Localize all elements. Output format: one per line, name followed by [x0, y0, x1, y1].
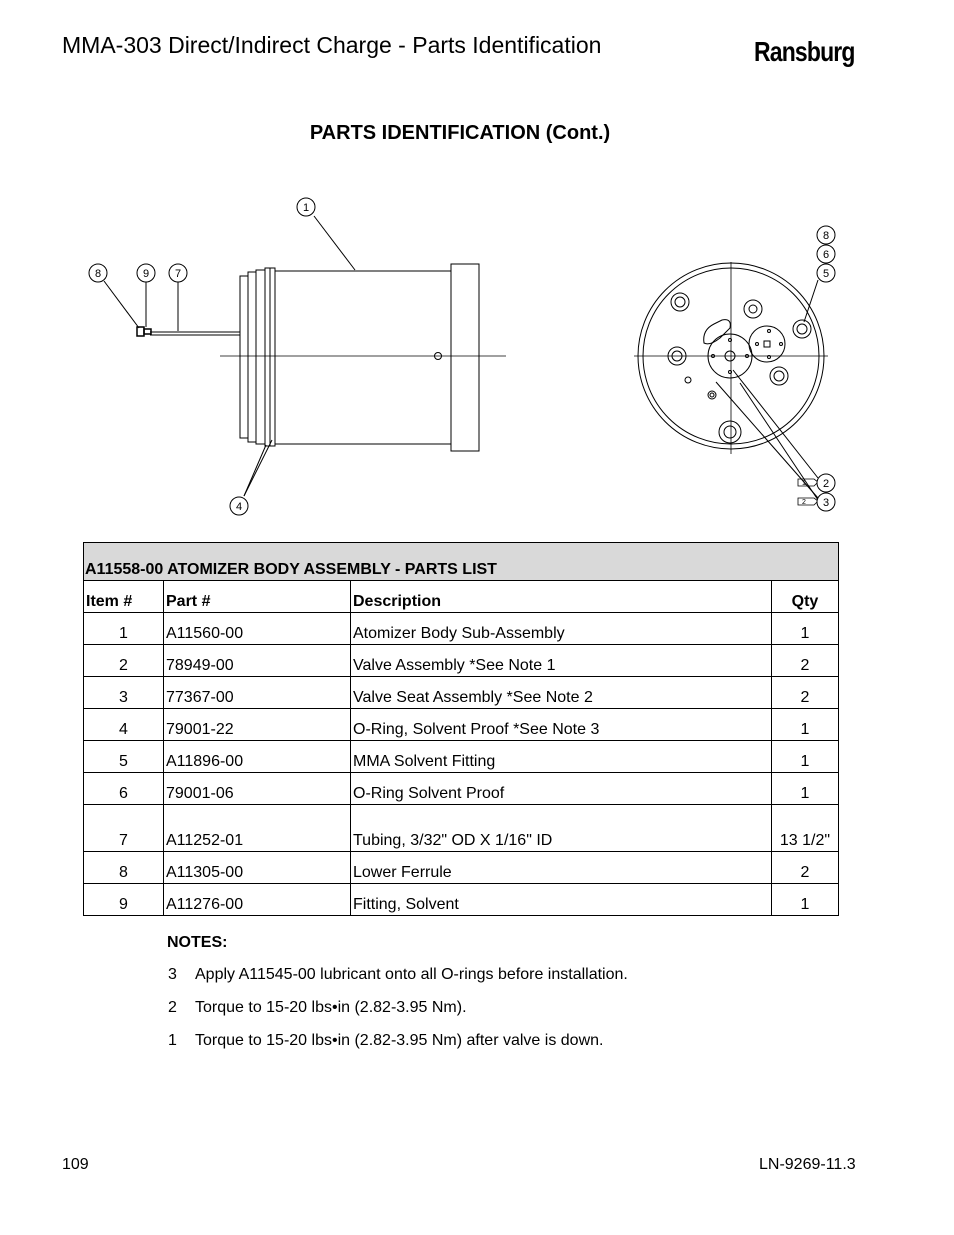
end-callout-label: 2 — [822, 477, 830, 490]
table-row — [84, 741, 839, 773]
cell-description: Tubing, 3/32" OD X 1/16" ID — [351, 805, 772, 852]
cell-item: 9 — [84, 884, 164, 916]
cell-description: O-Ring, Solvent Proof *See Note 3 — [351, 709, 772, 741]
cell-item: 5 — [84, 741, 164, 773]
parts-list-header-row — [84, 581, 839, 613]
table-row — [84, 773, 839, 805]
cell-description: Fitting, Solvent — [351, 884, 772, 916]
brand-logo: Ransburg — [754, 36, 855, 67]
cell-part-number: 77367-00 — [164, 677, 351, 709]
cell-part-number: A11896-00 — [164, 741, 351, 773]
cell-qty: 1 — [772, 613, 839, 645]
cell-item: 4 — [84, 709, 164, 741]
end-callout-label: 6 — [822, 248, 830, 261]
table-row — [84, 613, 839, 645]
cell-qty: 1 — [772, 741, 839, 773]
cell-description: MMA Solvent Fitting — [351, 741, 772, 773]
cell-part-number: A11252-01 — [164, 805, 351, 852]
parts-list-table — [83, 542, 839, 916]
note-text: Apply A11545-00 lubricant onto all O-rings before installation. — [195, 966, 628, 983]
side-callout-label: 1 — [302, 201, 310, 214]
cell-item: 6 — [84, 773, 164, 805]
parts-list-caption: A11558-00 ATOMIZER BODY ASSEMBLY - PARTS LIST — [84, 543, 839, 581]
notes-title: NOTES: — [167, 934, 228, 951]
note-number: 3 — [168, 966, 177, 983]
cell-qty: 2 — [772, 852, 839, 884]
cell-qty: 13 1/2" — [772, 805, 839, 852]
table-row — [84, 709, 839, 741]
parts-diagram — [0, 185, 954, 525]
side-callout-label: 9 — [142, 267, 150, 280]
note-text: Torque to 15-20 lbs•in (2.82-3.95 Nm) after valve is down. — [195, 1032, 604, 1049]
table-row — [84, 677, 839, 709]
note-item — [168, 999, 467, 1017]
cell-part-number: A11560-00 — [164, 613, 351, 645]
cell-item: 1 — [84, 613, 164, 645]
cell-description: Valve Seat Assembly *See Note 2 — [351, 677, 772, 709]
cell-item: 7 — [84, 805, 164, 852]
cell-description: O-Ring Solvent Proof — [351, 773, 772, 805]
side-callout-label: 8 — [94, 267, 102, 280]
table-row — [84, 645, 839, 677]
cell-qty: 1 — [772, 773, 839, 805]
col-header-part: Part # — [164, 581, 351, 613]
page-number: 109 — [62, 1156, 89, 1173]
col-header-description: Description — [351, 581, 772, 613]
table-row — [84, 852, 839, 884]
cell-qty: 1 — [772, 709, 839, 741]
document-number: LN-9269-11.3 — [759, 1156, 856, 1173]
cell-part-number: 79001-06 — [164, 773, 351, 805]
cell-description: Atomizer Body Sub-Assembly — [351, 613, 772, 645]
cell-part-number: A11276-00 — [164, 884, 351, 916]
note-item — [168, 966, 628, 984]
tag-label: 2 — [802, 499, 806, 506]
cell-item: 2 — [84, 645, 164, 677]
col-header-item: Item # — [84, 581, 164, 613]
end-callout-label: 8 — [822, 229, 830, 242]
col-header-qty: Qty — [772, 581, 839, 613]
cell-description: Lower Ferrule — [351, 852, 772, 884]
cell-qty: 1 — [772, 884, 839, 916]
cell-qty: 2 — [772, 645, 839, 677]
callout-balloons — [89, 198, 835, 515]
end-callout-label: 3 — [822, 496, 830, 509]
table-row — [84, 884, 839, 916]
side-callout-label: 4 — [235, 500, 243, 513]
section-title: PARTS IDENTIFICATION (Cont.) — [309, 122, 611, 144]
table-row — [84, 805, 839, 852]
page-header-title: MMA-303 Direct/Indirect Charge - Parts Identification — [62, 32, 602, 58]
note-text: Torque to 15-20 lbs•in (2.82-3.95 Nm). — [195, 999, 467, 1016]
side-view-drawing — [104, 216, 506, 496]
note-item — [168, 1032, 603, 1050]
cell-part-number: 79001-22 — [164, 709, 351, 741]
end-view-drawing — [634, 262, 828, 505]
side-callout-label: 7 — [174, 267, 182, 280]
parts-list-caption-row — [84, 543, 839, 581]
note-number: 2 — [168, 999, 177, 1016]
cell-description: Valve Assembly *See Note 1 — [351, 645, 772, 677]
cell-qty: 2 — [772, 677, 839, 709]
cell-part-number: 78949-00 — [164, 645, 351, 677]
cell-item: 8 — [84, 852, 164, 884]
end-callout-label: 5 — [822, 267, 830, 280]
cell-item: 3 — [84, 677, 164, 709]
note-number: 1 — [168, 1032, 177, 1049]
tag-label: 1 — [802, 480, 806, 487]
cell-part-number: A11305-00 — [164, 852, 351, 884]
